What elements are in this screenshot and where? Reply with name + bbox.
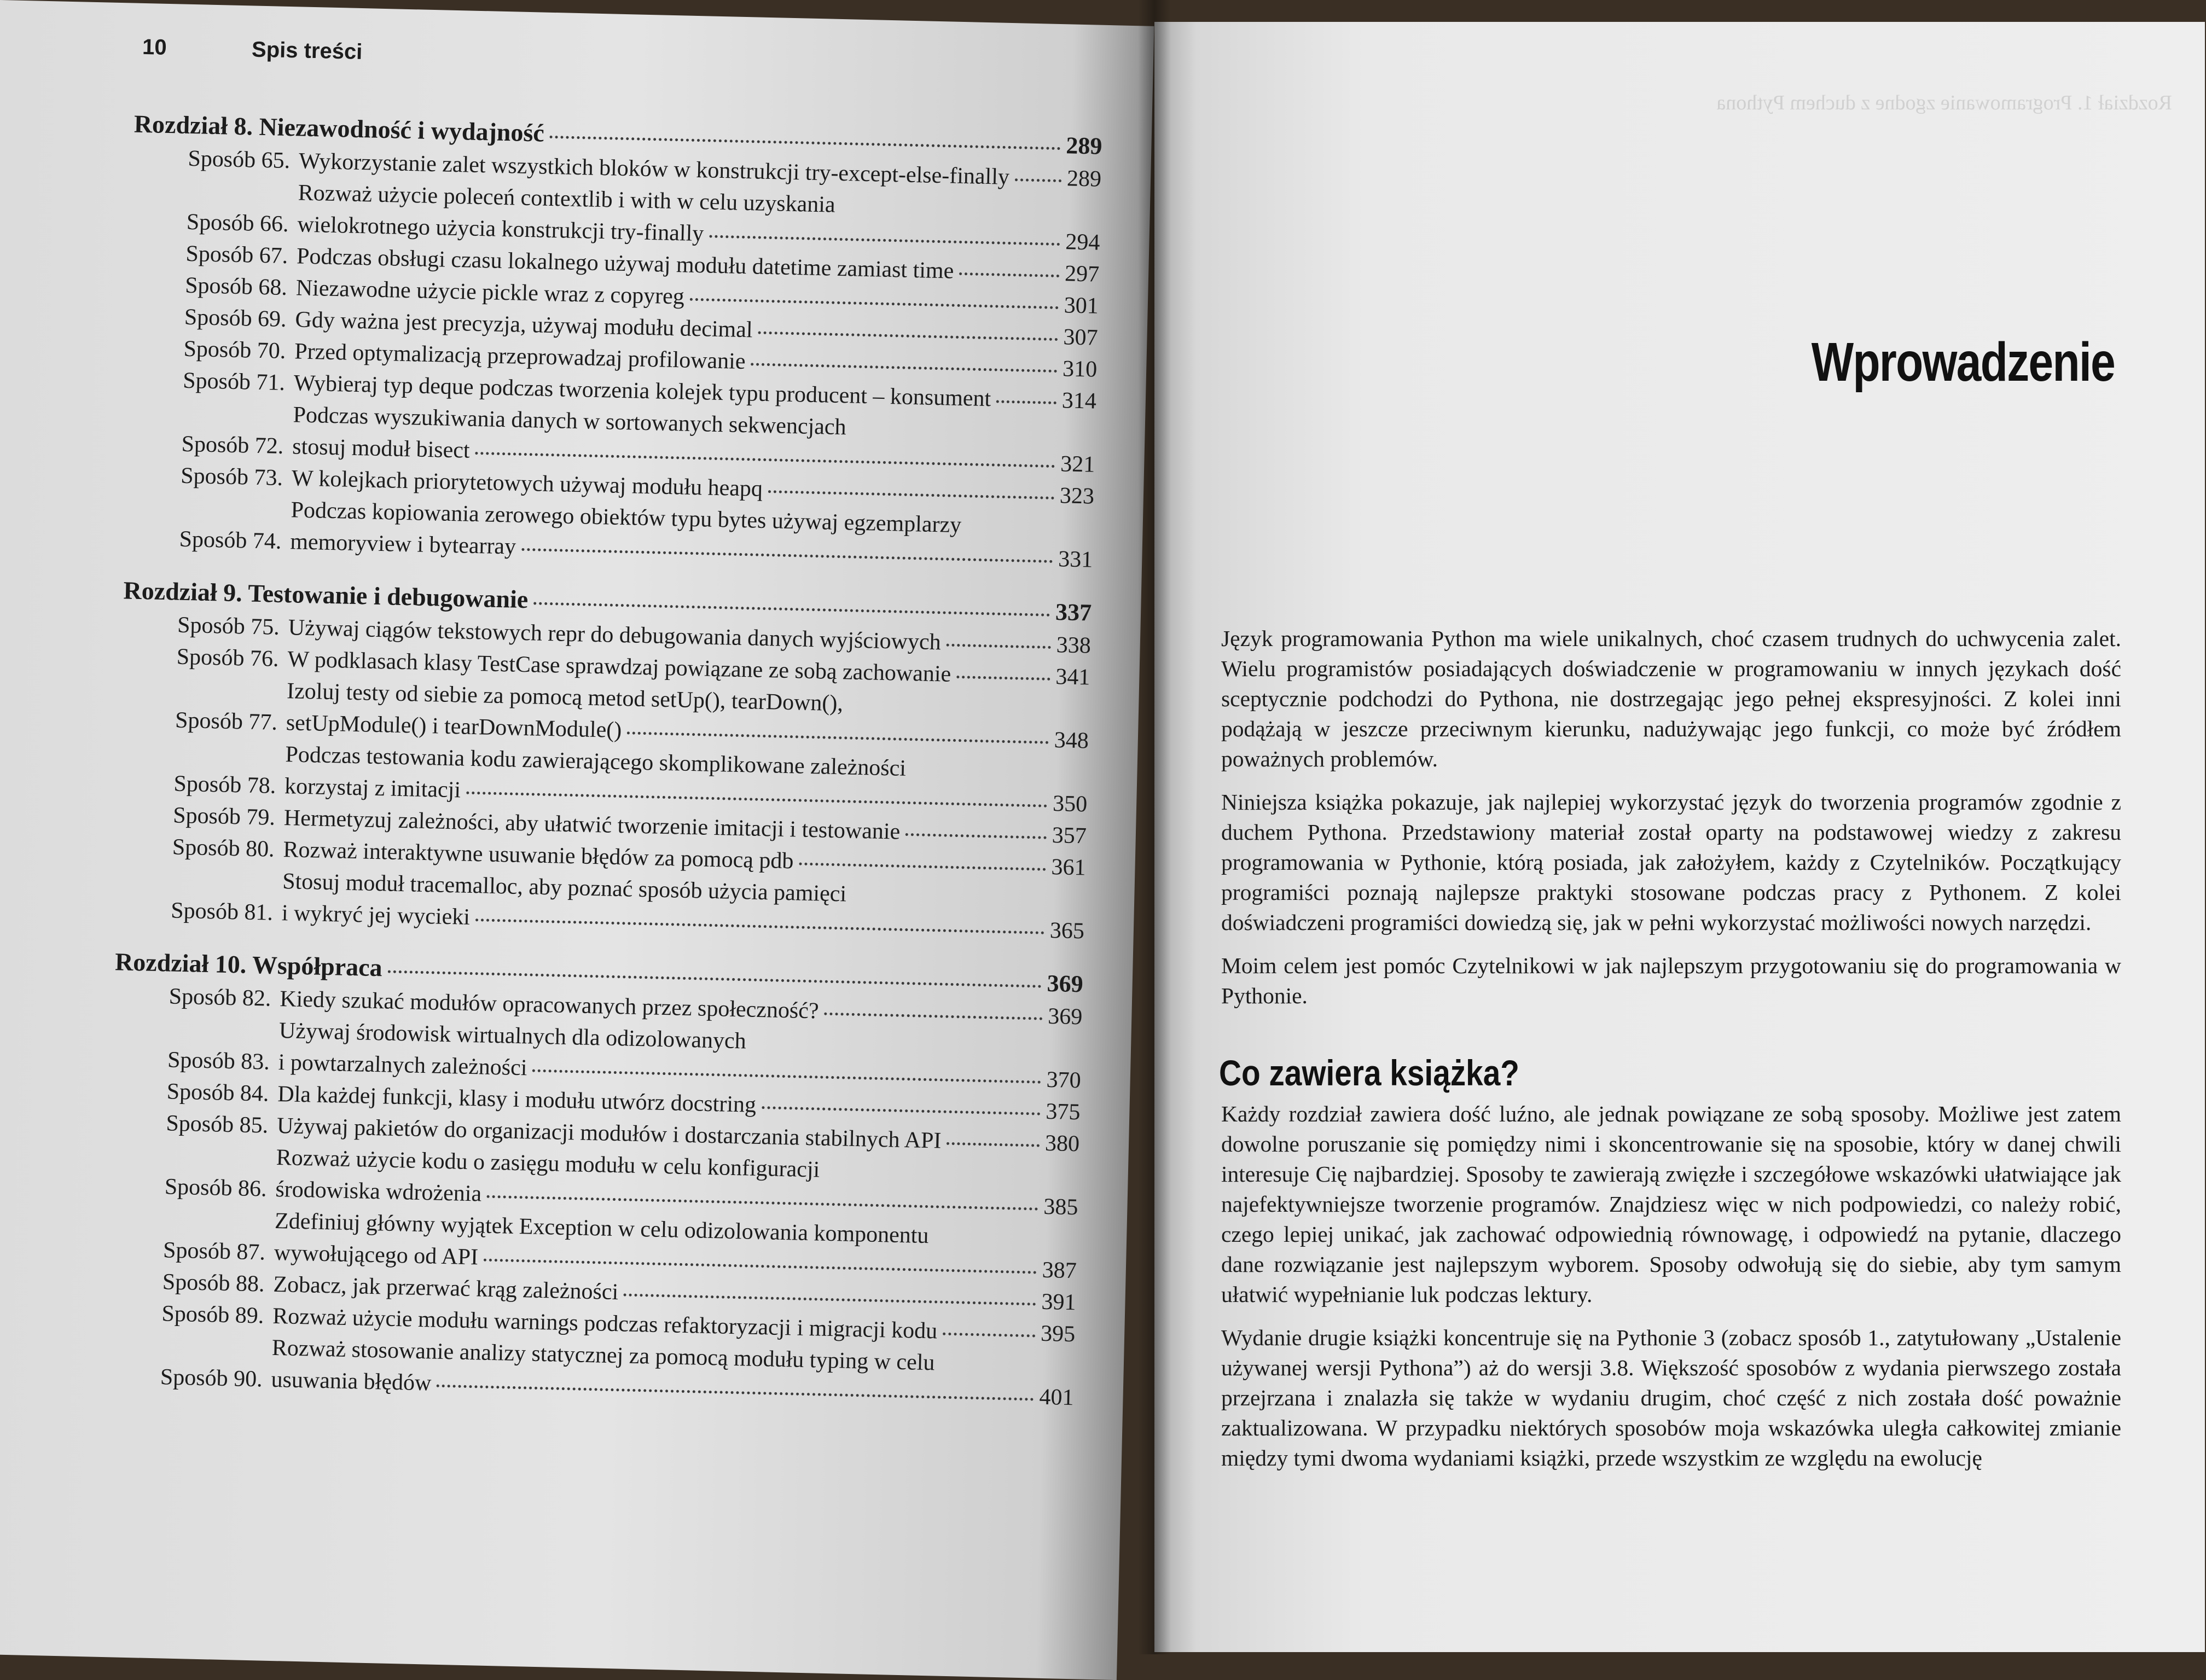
entry-title-text: Izoluj testy od siebie za pomocą metod setUp(), tearDown(),: [286, 678, 844, 717]
entry-title-text: Używaj środowisk wirtualnych dla odizolowanych: [278, 1018, 747, 1054]
paragraph: Wydanie drugie książki koncentruje się na Pythonie 3 (zobacz sposób 1., zatytułowany „Ustalenie używanej wersji Pythona”) aż do wersji 3.8. Większość sposobów z wydania pierwszego została przejrzana i znalazła się także w wydaniu drugim, choć część z nich została dość poważnie zaktualizowana. W przypadku niektórych sposobów moja wskazówka uległa całkowitej zmianie między tymi dwoma wydaniami książki, przede wszystkim ze względu na ewolucję: [1221, 1325, 2121, 1470]
entry-title-text: Rozważ użycie kodu o zasięgu modułu w celu konfiguracji: [276, 1145, 820, 1183]
entry-label: Sposób 68.: [184, 272, 288, 301]
entry-label: Sposób 88.: [162, 1269, 265, 1297]
entry-title-text: Używaj ciągów tekstowych repr do debugowania danych wyjściowych: [288, 615, 942, 655]
entry-label: Sposób 73.: [180, 463, 283, 491]
entry-title-text: setUpModule() i tearDownModule(): [286, 710, 622, 743]
entry-title-text: Rozważ interaktywne usuwanie błędów za pomocą pdb: [283, 837, 794, 874]
dot-leader: [466, 792, 1047, 807]
entry-label: Sposób 89.: [161, 1301, 264, 1329]
entry-label: Sposób 87.: [162, 1237, 266, 1265]
entry-label: Sposób 69.: [184, 304, 287, 333]
chapter-title: Rozdział 9. Testowanie i debugowanie: [123, 576, 529, 614]
entry-title-text: Przed optymalizacją przeprowadzaj profilowanie: [294, 339, 746, 375]
entry-title-text: usuwania błędów: [271, 1367, 432, 1396]
chapter-page-number: 337: [1055, 598, 1092, 626]
entry-label: Sposób 80.: [172, 834, 275, 862]
dot-leader: [475, 919, 1044, 934]
entry-page-number: 341: [1055, 664, 1090, 690]
dot-leader: [996, 400, 1056, 404]
entry-label: Sposób 84.: [166, 1079, 269, 1107]
entry-title-text: Gdy ważna jest precyzja, używaj modułu decimal: [295, 307, 753, 343]
entry-title-text: Zdefiniuj główny wyjątek Exception w celu odizolowania komponentu: [274, 1208, 929, 1249]
dot-leader: [751, 363, 1057, 373]
dot-leader: [768, 490, 1054, 499]
table-of-contents: [105, 107, 1102, 1414]
entry-page-number: 310: [1062, 356, 1098, 382]
toc-chapter: [116, 573, 1092, 947]
entry-page-number: 401: [1039, 1384, 1075, 1411]
entry-page-number: 391: [1041, 1289, 1077, 1316]
chapter-title: Rozdział 8. Niezawodność i wydajność: [133, 109, 545, 147]
paragraph: Niniejsza książka pokazuje, jak najlepiej wykorzystać język do tworzenia programów zgodnie z duchem Pythona. Przedstawiony materiał został oparty na podstawowej wiedzy z zakresu programowania w Pythonie, którą posiada, jak założyłem, każdy z Czytelników. Początkujący programiści poznają najlepsze praktyki stosowane podczas pracy z Pythonem. Z kolei doświadczeni programiści dowiedzą się, jak w pełni wykorzystać możliwości nowych narzędzi.: [1221, 789, 2121, 935]
entry-page-number: 357: [1052, 823, 1087, 849]
entry-page-number: 361: [1051, 854, 1087, 881]
entry-title-text: Stosuj moduł tracemalloc, aby poznać sposób użycia pamięci: [282, 869, 847, 907]
entry-title-text: Podczas testowania kodu zawierającego skomplikowane zależności: [285, 742, 907, 781]
dot-leader: [550, 136, 1061, 150]
entry-label: Sposób 77.: [175, 707, 278, 735]
entry-page-number: 385: [1043, 1194, 1078, 1220]
dot-leader: [762, 1106, 1040, 1115]
entry-page-number: 370: [1046, 1067, 1082, 1094]
entry-title-text: Dla każdej funkcji, klasy i modułu utwórz docstring: [277, 1082, 757, 1118]
entry-label: Sposób 74.: [179, 526, 282, 554]
dot-leader: [709, 235, 1060, 246]
entry-page-number: 314: [1061, 388, 1097, 414]
dot-leader: [946, 644, 1050, 649]
entry-page-number: 297: [1064, 261, 1100, 287]
entry-label: Sposób 66.: [186, 209, 289, 237]
right-page: [1154, 22, 2205, 1652]
dot-leader: [627, 731, 1049, 743]
entry-label: Sposób 71.: [182, 368, 286, 396]
toc-chapter: [124, 107, 1102, 576]
entry-page-number: 321: [1060, 451, 1095, 478]
entry-label: Sposób 83.: [167, 1047, 270, 1075]
chapter-title: Rozdział 10. Współpraca: [114, 947, 383, 982]
entry-title-text: wielokrotnego użycia konstrukcji try-finally: [297, 212, 704, 247]
entry-label: Sposób 85.: [165, 1111, 269, 1138]
dot-leader: [387, 970, 1041, 988]
entry-title-text: Wybieraj typ deque podczas tworzenia kolejek typu producent – konsument: [293, 370, 991, 412]
entry-page-number: 307: [1063, 324, 1099, 351]
entry-page-number: 323: [1059, 483, 1095, 509]
chapter-page-number: 369: [1047, 969, 1084, 998]
entry-title-text: Hermetyzuj zależności, aby ułatwić tworzenie imitacji i testowanie: [283, 805, 901, 845]
entry-label: Sposób 86.: [164, 1174, 268, 1202]
entry-page-number: 365: [1049, 917, 1085, 944]
entry-title-text: W kolejkach priorytetowych używaj modułu heapq: [291, 466, 763, 502]
entry-title-text: Rozważ użycie modułu warnings podczas refaktoryzacji i migracji kodu: [272, 1303, 938, 1344]
dot-leader: [956, 676, 1050, 681]
entry-title-text: i wykryć jej wycieki: [281, 900, 471, 930]
entry-label: Sposób 81.: [170, 898, 274, 926]
dot-leader: [1015, 178, 1061, 182]
entry-title-text: Podczas obsługi czasu lokalnego używaj modułu datetime zamiast time: [296, 243, 954, 284]
entry-title-text: Używaj pakietów do organizacji modułów i dostarczania stabilnych API: [276, 1113, 942, 1154]
entry-page-number: 369: [1047, 1003, 1083, 1030]
dot-leader: [799, 863, 1046, 871]
entry-title-text: Wykorzystanie zalet wszystkich bloków w konstrukcji try-except-else-finally: [298, 148, 1010, 190]
chapter-page-number: 289: [1065, 132, 1103, 160]
chapter-title: Wprowadzenie: [1811, 332, 2115, 393]
dot-leader: [437, 1385, 1034, 1401]
dot-leader: [905, 833, 1047, 839]
entry-title-text: Niezawodne użycie pickle wraz z copyreg: [295, 275, 685, 310]
entry-label: Sposób 70.: [183, 336, 286, 364]
dot-leader: [484, 1259, 1037, 1274]
entry-label: Sposób 76.: [176, 644, 280, 672]
entry-label: Sposób 78.: [173, 771, 276, 799]
dot-leader: [521, 548, 1053, 563]
entry-page-number: 301: [1064, 293, 1099, 319]
entry-title-text: Podczas kopiowania zerowego obiektów typu bytes używaj egzemplarzy: [291, 497, 962, 538]
entry-label: Sposób 67.: [185, 241, 288, 269]
entry-title-text: Podczas wyszukiwania danych w sortowanych sekwencjach: [293, 402, 847, 440]
entry-page-number: 331: [1058, 547, 1093, 573]
entry-page-number: 380: [1044, 1130, 1080, 1157]
paragraph: Każdy rozdział zawiera dość luźno, ale jednak powiązane ze sobą sposoby. Możliwe jest zatem dowolne poruszanie się pomiędzy nimi i skoncentrowanie się na sposobie, który w danej chwili interesuje Cię najbardziej. Sposoby te zawierają zwięzłe i szczegółowe wskazówki ułatwiające jak najefektywniejsze tworzenie programów. Znajdziesz więc w nich podpowiedzi, co należy robić, czego lepiej unikać, jak zachować odpowiednią równowagę, i odpowiedź na pytanie, dlaczego dane rozwiązanie jest najlepszym wyborem. Sposoby odwołują się do siebie, aby tym samym ułatwić wypełnianie luk podczas lektury.: [1221, 1101, 2121, 1307]
section-title: Co zawiera książka?: [1219, 1053, 1519, 1093]
entry-title-text: W podklasach klasy TestCase sprawdzaj powiązane ze sobą zachowanie: [287, 647, 951, 687]
dot-leader: [690, 298, 1059, 309]
toc-chapter: [105, 945, 1083, 1414]
entry-label: Sposób 75.: [177, 612, 280, 640]
entry-label: Sposób 90.: [160, 1364, 263, 1392]
dot-leader: [758, 332, 1058, 341]
entry-title-text: korzystaj z imitacji: [284, 774, 461, 803]
paragraph: Moim celem jest pomóc Czytelnikowi w jak najlepszym przygotowaniu się do programowania w Pythonie.: [1221, 953, 2121, 1008]
entry-title-text: memoryview i bytearray: [289, 529, 516, 560]
page-body: [1221, 624, 2121, 1486]
entry-page-number: 338: [1056, 632, 1092, 659]
entry-page-number: 375: [1045, 1098, 1081, 1125]
dot-leader: [824, 1013, 1042, 1020]
entry-title-text: Rozważ stosowanie analizy statycznej za pomocą modułu typing w celu: [271, 1335, 935, 1376]
entry-label: Sposób 82.: [169, 984, 271, 1012]
page-number: 10: [142, 34, 167, 60]
entry-title-text: Rozważ użycie poleceń contextlib i with w celu uzyskania: [298, 180, 836, 218]
dot-leader: [624, 1293, 1036, 1305]
entry-title-text: wywołującego od API: [274, 1240, 479, 1270]
paragraph: Język programowania Python ma wiele unikalnych, choć czasem trudnych do uchwycenia zalet. Wielu programistów posiadających doświadczenie w programowaniu w innych językach dość sceptycznie podchodzi do Pythona, nie dostrzegając jego pełnej ekspresyjności. Z kolei inni podążają w jeszcze przeciwnym kierunku, nadużywając jego funkcji, co może być źródłem poważnych problemów.: [1221, 626, 2121, 771]
dot-leader: [959, 272, 1059, 277]
entry-title-text: środowiska wdrożenia: [275, 1176, 482, 1207]
entry-title-text: Kiedy szukać modułów opracowanych przez społeczność?: [279, 986, 820, 1024]
entry-page-number: 350: [1052, 791, 1088, 817]
dot-leader: [532, 1069, 1041, 1084]
dot-leader: [487, 1195, 1038, 1211]
entry-title-text: stosuj moduł bisect: [292, 434, 471, 463]
show-through-text: Rozdział 1. Programowanie zgodne z duchem Pythona: [1716, 91, 2172, 114]
entry-page-number: 348: [1054, 728, 1089, 754]
entry-label: Sposób 65.: [187, 146, 291, 174]
dot-leader: [475, 452, 1055, 468]
entry-page-number: 294: [1065, 229, 1100, 255]
entry-title-text: Zobacz, jak przerwać krąg zależności: [273, 1271, 619, 1305]
dot-leader: [943, 1333, 1035, 1338]
entry-page-number: 387: [1042, 1257, 1077, 1284]
dot-leader: [947, 1142, 1040, 1147]
dot-leader: [533, 602, 1050, 616]
entry-title-text: i powtarzalnych zależności: [278, 1050, 527, 1081]
entry-label: Sposób 79.: [172, 803, 276, 830]
running-head: Spis treści: [251, 37, 363, 65]
entry-page-number: 289: [1066, 166, 1102, 192]
entry-page-number: 395: [1040, 1321, 1076, 1347]
entry-label: Sposób 72.: [181, 431, 284, 459]
book-spine-shadow: [1138, 0, 1171, 1654]
